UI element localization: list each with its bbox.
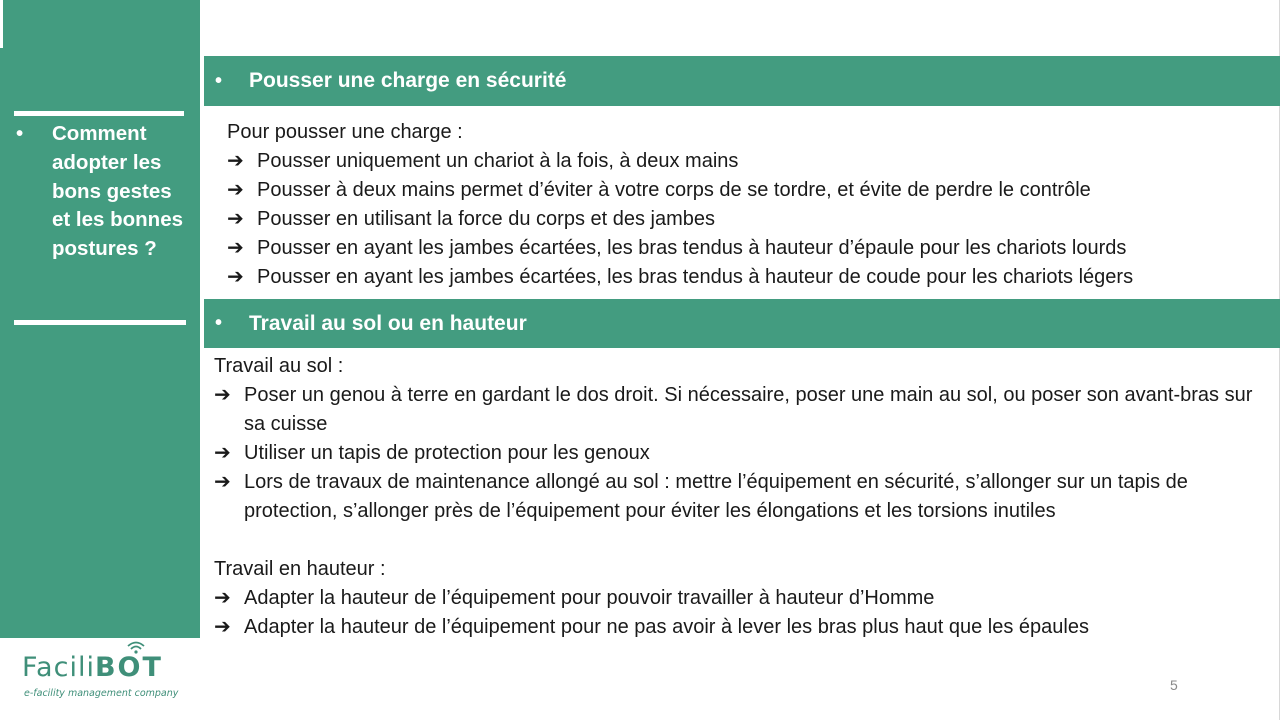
list-item <box>214 613 1274 642</box>
sidebar-question <box>14 120 194 264</box>
page-number: 5 <box>1170 677 1178 693</box>
list-item <box>227 263 1277 292</box>
list-item-text: Pousser uniquement un chariot à la fois, à deux mains <box>257 150 739 172</box>
list-item <box>214 584 1274 613</box>
list-item-text: Pousser en ayant les jambes écartées, les bras tendus à hauteur de coude pour les chariots légers <box>257 266 1134 288</box>
logo-wordmark <box>22 652 163 683</box>
sidebar-divider-bottom <box>14 320 186 325</box>
list-item-text: Pousser en ayant les jambes écartées, les bras tendus à hauteur d’épaule pour les chariots lourds <box>257 237 1127 259</box>
arrow-right-icon: ➔ <box>227 266 244 288</box>
arrow-right-icon: ➔ <box>227 208 244 230</box>
company-logo <box>0 638 200 720</box>
sidebar-notch <box>0 0 3 48</box>
list-item-text: Utiliser un tapis de protection pour les genoux <box>244 442 650 464</box>
section-header-bullet: • <box>215 69 223 92</box>
section-header-title: Travail au sol ou en hauteur <box>249 311 527 335</box>
section-body-pousser <box>227 118 1277 292</box>
section-intro: Pour pousser une charge : <box>227 121 463 143</box>
list-item-text: Pousser à deux mains permet d’éviter à votre corps de se tordre, et évite de perdre le contrôle <box>257 179 1091 201</box>
section-header-travail <box>204 299 1280 348</box>
arrow-right-icon: ➔ <box>214 471 231 493</box>
section-header-pousser <box>204 56 1280 106</box>
subsection-heading-sol: Travail au sol : <box>214 355 344 377</box>
list-item <box>227 147 1277 176</box>
logo-tagline: e-facility management company <box>24 688 179 699</box>
sidebar-bullet: • <box>16 122 24 145</box>
list-item <box>214 439 1274 468</box>
arrow-right-icon: ➔ <box>214 384 231 406</box>
list-item-text: Lors de travaux de maintenance allongé au sol : mettre l’équipement en sécurité, s’allonger sur un tapis de protection, s’allonger près de l’équipement pour éviter les élongations et les torsions inutiles <box>244 471 1188 522</box>
section-header-bullet: • <box>215 312 223 334</box>
arrow-right-icon: ➔ <box>214 587 231 609</box>
sidebar-panel <box>0 0 200 638</box>
logo-wordmark-part2: i <box>86 652 95 683</box>
list-item-text: Poser un genou à terre en gardant le dos droit. Si nécessaire, poser une main au sol, ou poser son avant-bras sur sa cuisse <box>244 384 1253 435</box>
logo-wordmark-part1: Facil <box>22 652 87 683</box>
sidebar-question-text: Comment adopter les bons gestes et les bonnes postures ? <box>52 122 184 261</box>
list-item-text: Adapter la hauteur de l’équipement pour ne pas avoir à lever les bras plus haut que les épaules <box>244 616 1089 638</box>
logo-wordmark-part3: BOT <box>94 652 163 683</box>
section-header-title: Pousser une charge en sécurité <box>249 69 567 92</box>
arrow-right-icon: ➔ <box>214 616 231 638</box>
list-item-text: Pousser en utilisant la force du corps et des jambes <box>257 208 716 230</box>
list-item <box>214 468 1274 526</box>
list-item <box>227 234 1277 263</box>
arrow-right-icon: ➔ <box>227 237 244 259</box>
arrow-right-icon: ➔ <box>214 442 231 464</box>
sidebar-divider-top <box>14 111 184 116</box>
list-item-text: Adapter la hauteur de l’équipement pour pouvoir travailler à hauteur d’Homme <box>244 587 935 609</box>
list-item <box>227 205 1277 234</box>
spacer <box>214 526 1274 555</box>
arrow-right-icon: ➔ <box>227 179 244 201</box>
section-body-travail <box>214 352 1274 642</box>
arrow-right-icon: ➔ <box>227 150 244 172</box>
subsection-heading-hauteur: Travail en hauteur : <box>214 558 386 580</box>
list-item <box>214 381 1274 439</box>
list-item <box>227 176 1277 205</box>
